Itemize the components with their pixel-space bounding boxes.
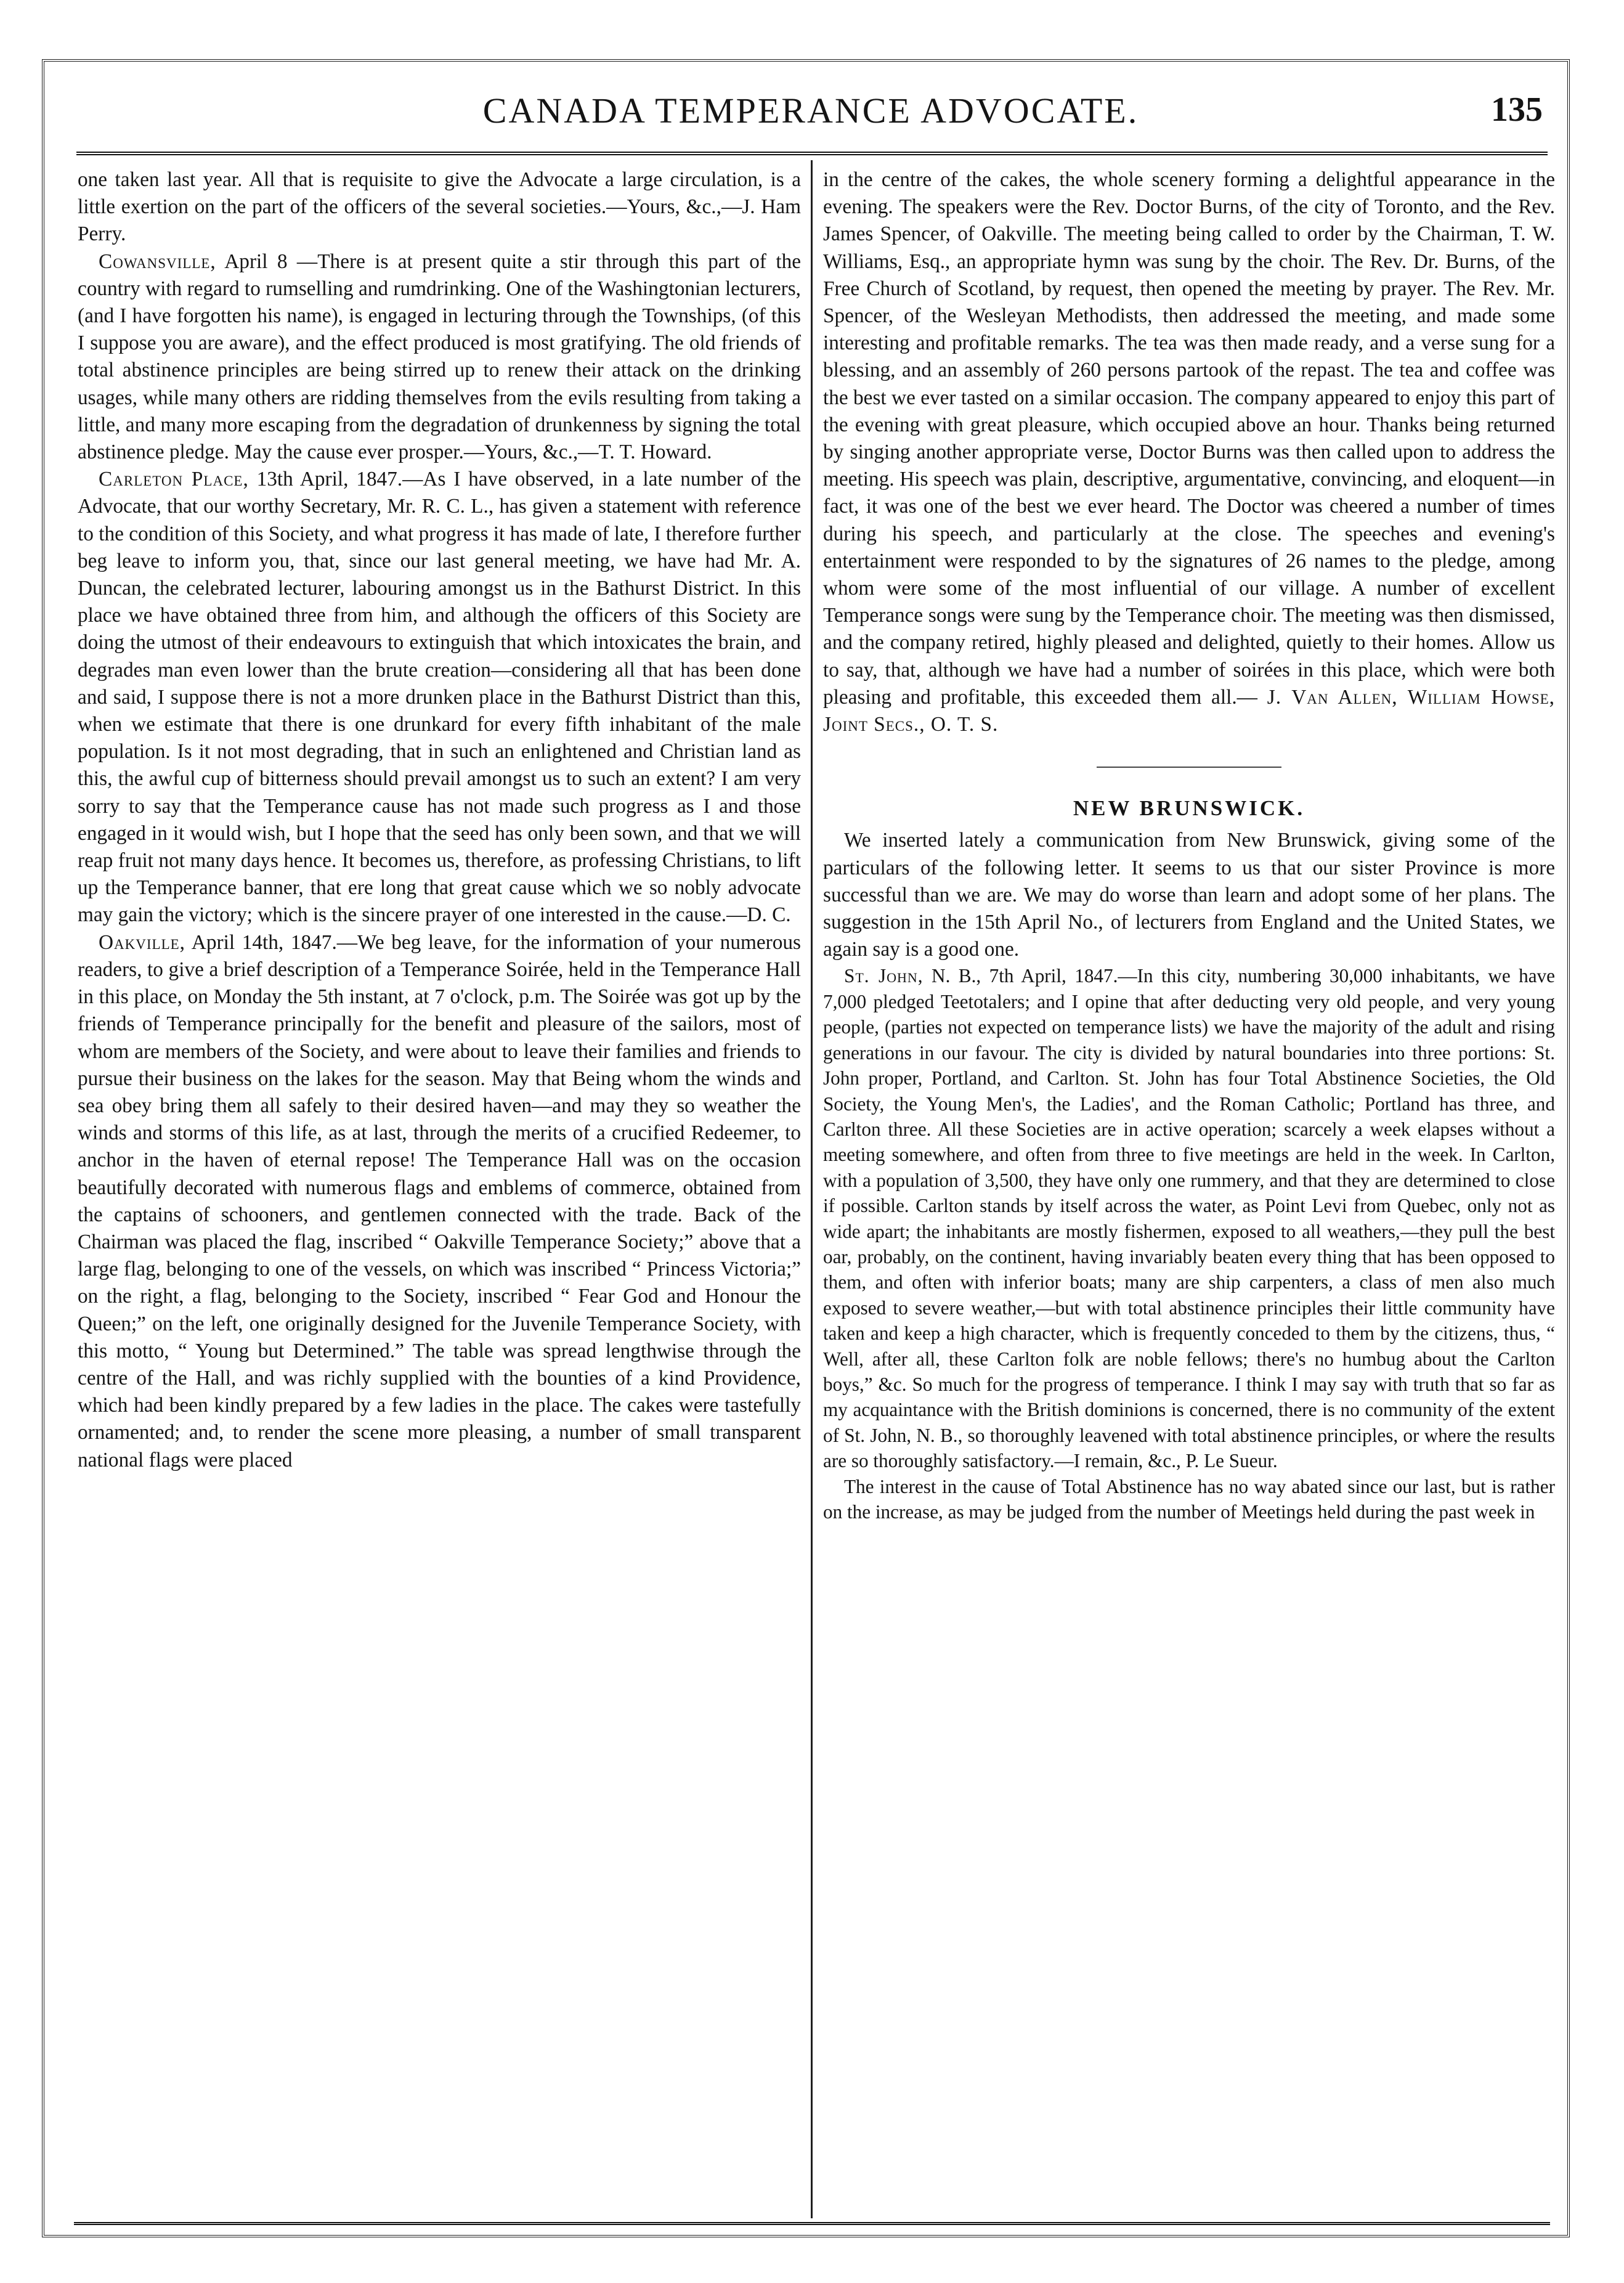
section-heading: NEW BRUNSWICK. (1073, 796, 1305, 821)
paragraph-text: April 8 —There is at present quite a stir through this part of the country with regard to rumselling and rumdrinking. One of the Washingtonian lecturers, (and I have forgotten his name), is engaged in lecturing through the Townships, (of this I suppose you are aware), and the effect produced is most gratifying. The old friends of total abstinence principles are being stirred up to renew their attack on the drinking usages, while many others are ridding themselves from the evils resulting from taking a little, and many more escaping from the degradation of drunkenness by signing the total abstinence pledge. May the cause ever prosper.—Yours, &c.,—T. T. Howard. (78, 250, 801, 464)
paragraph-continuation (823, 166, 1555, 738)
paragraph-text: one taken last year. All that is requisite to give the Advocate a large circulation, is a little exertion on the part of the officers of the several societies.—Yours, &c.,—J. Ham Perry. (78, 168, 801, 246)
dateline-place: Oakville, (99, 930, 186, 954)
paragraph-carleton-place (78, 466, 801, 929)
paragraph-st-john-letter (823, 963, 1555, 1473)
paragraph-text: in the centre of the cakes, the whole scenery forming a delightful appearance in the evening. The speakers were the Rev. Doctor Burns, of the city of Toronto, and the Rev. James Spencer, of Oakville. The meeting being called to order by the Chairman, T. W. Williams, Esq., an appropriate hymn was sung by the choir. The Rev. Dr. Burns, of the Free Church of Scotland, by request, then opened the meeting by prayer. The Rev. Mr. Spencer, of the Wesleyan Methodists, then addressed the meeting, and made some interesting and profitable remarks. The tea was then made ready, and a verse sung for a blessing, and an assembly of 260 persons partook of the repast. The tea and coffee was the best we ever tasted on a similar occasion. The company appeared to enjoy this part of the evening with great pleasure, which occupied above an hour. Thanks being returned by singing another appropriate verse, Doctor Burns was then called upon to address the meeting. His speech was plain, descriptive, argumentative, convincing, and eloquent—in fact, it was one of the best we ever heard. The Doctor was cheered a number of times during his speech, and particularly at the close. The speeches and evening's entertainment were responded to by the signatures of 26 names to the pledge, among whom were some of the most influential of our village. A number of excellent Temperance songs were sung by the Temperance choir. The meeting was then dismissed, and the company retired, highly pleased and delighted, quietly to their homes. Allow us to say, that, although we have had a number of soirées in this place, which were both pleasing and profitable, this exceeded them all.— (823, 168, 1555, 709)
header-rule (76, 152, 1548, 155)
bottom-rule (74, 2222, 1550, 2225)
paragraph-cowansville (78, 248, 801, 466)
paragraph-text: N. B., 7th April, 1847.—In this city, numbering 30,000 inhabitants, we have 7,000 pledged Teetotalers; and I opine that after deducting very old people, and very young people, (parties not expected on temperance lists) we have the majority of the adult and rising generations in our favour. The city is divided by natural boundaries into three portions: St. John proper, Portland, and Carlton. St. John has four Total Abstinence Societies, the Old Society, the Young Men's, the Ladies', and the Roman Catholic; Portland has three, and Carlton three. All these Societies are in active operation; scarcely a week elapses without a meeting somewhere, and often from three to five meetings are held in the week. In Carlton, with a population of 3,500, they have only one rummery, and that they are determined to close if possible. Carlton stands by itself across the water, as Point Levi from Quebec, only not as wide apart; the inhabitants are mostly fishermen, exposed to all weathers,—they pull the best oar, probably, on the continent, having invariably beaten every thing that has been opposed to them, and often with inferior boats; many are ship carpenters, a class of men also much exposed to severe weather,—but with total abstinence principles their little community have taken and keep a high character, which is frequently conceded to them by the citizens, thus, “ Well, after all, these Carlton folk are noble fellows; there's no humbug about the Carlton boys,” &c. So much for the progress of temperance. I think I may say with truth that so far as my acquaintance with the British dominions is concerned, there is no community of the extent of St. John, N. B., so thoroughly leavened with total abstinence principles, or where the results are so thoroughly satisfactory.—I remain, &c., P. Le Sueur. (823, 965, 1555, 1472)
paragraph-continuation (78, 166, 801, 248)
paragraph-intro (823, 827, 1555, 963)
page-number: 135 (1491, 91, 1543, 129)
dateline-place: Carleton Place, (99, 468, 249, 491)
paragraph-oakville (78, 929, 801, 1474)
signature: J. Van Allen, William Howse, Joint Secs., O. T. S. (823, 685, 1555, 736)
paragraph-text: April 14th, 1847.—We beg leave, for the information of your numerous readers, to give a brief description of a Temperance Soirée, held in the Temperance Hall in this place, on Monday the 5th instant, at 7 o'clock, p.m. The Soirée was got up by the friends of Temperance principally for the benefit and pleasure of the sailors, most of whom are members of the Society, and were about to leave their families and friends to pursue their business on the lakes for the season. May that Being whom the winds and sea obey bring them all safely to their desired haven—and may they so weather the winds and storms of this life, as at last, through the merits of a crucified Redeemer, to anchor in the haven of eternal repose! The Temperance Hall was on the occasion beautifully decorated with numerous flags and emblems of commerce, obtained from the captains of schooners, and gentlemen connected with the trade. Back of the Chairman was placed the flag, inscribed “ Oakville Temperance Society;” above that a large flag, belonging to one of the vessels, on which was inscribed “ Princess Victoria;” on the right, a flag, belonging to the Society, inscribed “ Fear God and Honour the Queen;” on the left, one originally designed for the Juvenile Temperance Society, with this motto, “ Young but Determined.” The table was spread lengthwise through the centre of the Hall, and was richly supplied with the bounties of a kind Providence, which had been kindly prepared by a few ladies in the place. The cakes were tastefully ornamented; and, to render the scene more pleasing, a number of small transparent national flags were placed (78, 930, 801, 1471)
dateline-place: St. John, (844, 965, 924, 987)
paragraph-text: 13th April, 1847.—As I have observed, in a late number of the Advocate, that our worthy Secretary, Mr. R. C. L., has given a statement with reference to the condition of this Society, and what progress it has made of late, I therefore further beg leave to inform you, that, since our last general meeting, we have had Mr. A. Duncan, the celebrated lecturer, labouring amongst us in the Bathurst District. In this place we have obtained three from him, and although the officers of this Society are doing the utmost of their endeavours to extinguish that which intoxicates the brain, and degrades man even lower than the brute creation—considering all that has been done and said, I suppose there is not a more drunken place in the Bathurst District than this, when we estimate that there is one drunkard for every fifth inhabitant of the male population. Is it not most degrading, that in such an enlightened and Christian land as this, the awful cup of bitterness should prevail amongst us to such an extent? I am very sorry to say that the Temperance cause has not made such progress as I and those engaged in it would wish, but I hope that the seed has only been sown, and that we will reap fruit not many days hence. It becomes us, therefore, as professing Christians, to lift up the Temperance banner, that ere long that great cause which we so nobly advocate may gain the victory; which is the sincere prayer of one interested in the cause.—D. C. (78, 468, 801, 927)
section-rule (1097, 767, 1281, 768)
column-divider (811, 160, 813, 2218)
paragraph-text: We inserted lately a communication from New Brunswick, giving some of the particulars of the following letter. It seems to us that our sister Province is more successful than we are. We may do worse than learn and adopt some of her plans. The suggestion in the 15th April No., of lecturers from England and the United States, we again say is a good one. (823, 829, 1555, 961)
dateline-place: Cowansville, (99, 250, 216, 273)
paragraph-continued (823, 1474, 1555, 1525)
right-column (823, 166, 1555, 2218)
page-header (71, 73, 1550, 142)
left-column (78, 166, 801, 2218)
running-title: CANADA TEMPERANCE ADVOCATE. (482, 91, 1139, 131)
paragraph-text: The interest in the cause of Total Abstinence has no way abated since our last, but is rather on the increase, as may be judged from the number of Meetings held during the past week in (823, 1475, 1555, 1523)
